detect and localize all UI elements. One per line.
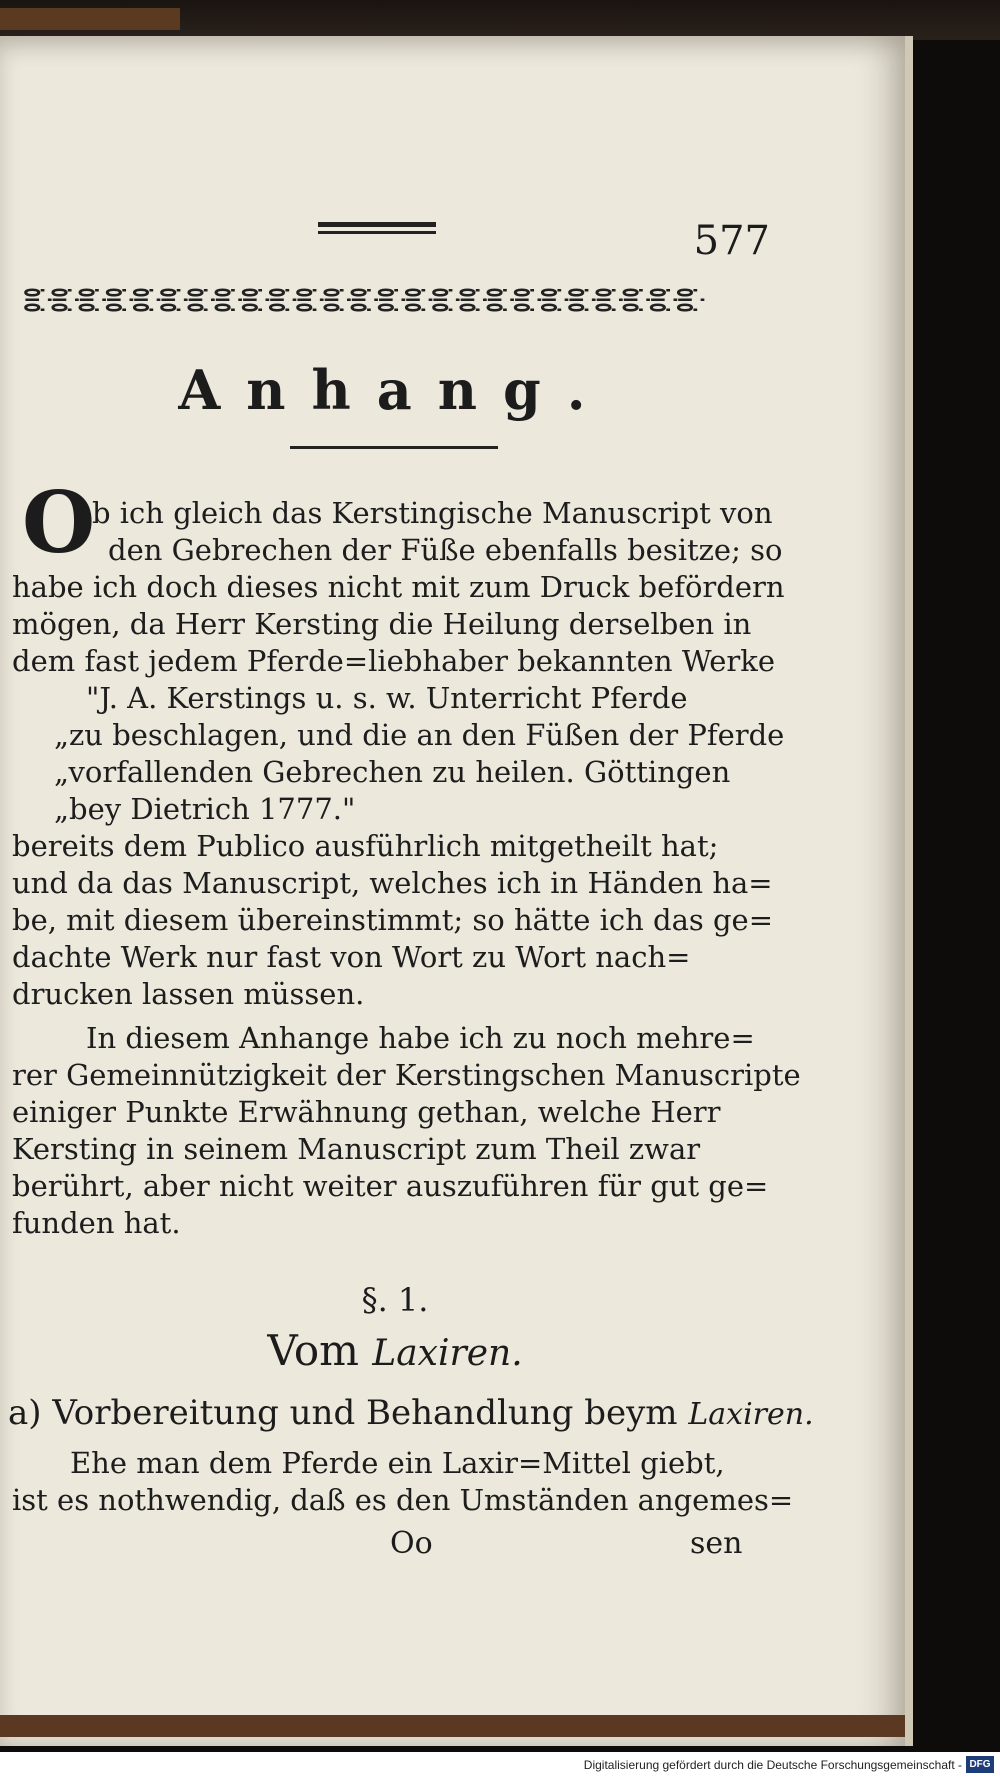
scan-bottom-edge <box>0 1715 905 1737</box>
text-line: drucken lassen müssen. <box>12 977 365 1011</box>
text-line: habe ich doch dieses nicht mit zum Druck befördern <box>12 570 785 604</box>
drop-cap: O <box>22 473 96 572</box>
subsection-heading-text: a) Vorbereitung und Behandlung beym <box>8 1393 678 1433</box>
text-line: dem fast jedem Pferde=liebhaber bekannten Werke <box>12 644 776 678</box>
quote-line: „vorfallenden Gebrechen zu heilen. Göttingen <box>54 755 731 789</box>
footer-credit: Digitalisierung gefördert durch die Deutsche Forschungsgemeinschaft - <box>583 1758 962 1772</box>
book-cover-edge <box>0 8 180 30</box>
printer-signature: Oo <box>390 1526 433 1561</box>
book-page <box>0 36 913 1746</box>
text-line: ist es nothwendig, daß es den Umständen angemes= <box>12 1483 794 1517</box>
text-line: Kersting in seinem Manuscript zum Theil zwar <box>12 1132 701 1166</box>
text-line: dachte Werk nur fast von Wort zu Wort nach= <box>12 940 691 974</box>
text-line: berührt, aber nicht weiter auszuführen für gut ge= <box>12 1169 769 1203</box>
section-title-latin: Laxiren. <box>372 1333 523 1374</box>
text-line: mögen, da Herr Kersting die Heilung derselben in <box>12 607 752 641</box>
page-number: 577 <box>693 218 770 264</box>
text-line: einiger Punkte Erwähnung gethan, welche Herr <box>12 1095 721 1129</box>
section-title-word: Vom <box>267 1326 359 1375</box>
subsection-heading-latin: Laxiren. <box>688 1397 814 1432</box>
quote-line: „bey Dietrich 1777." <box>54 792 356 826</box>
text-line: den Gebrechen der Füße ebenfalls besitze; so <box>108 533 783 567</box>
dfg-logo: DFG <box>966 1756 994 1773</box>
text-line: und da das Manuscript, welches ich in Händen ha= <box>12 866 773 900</box>
header-double-rule <box>318 222 436 234</box>
heading-rule <box>290 446 498 449</box>
text-line: bereits dem Publico ausführlich mitgetheilt hat; <box>12 829 719 863</box>
text-line: Ehe man dem Pferde ein Laxir=Mittel giebt, <box>70 1446 725 1480</box>
catchword: sen <box>690 1526 743 1561</box>
text-line: be, mit diesem übereinstimmt; so hätte ich das ge= <box>12 903 774 937</box>
ornament-border: ⴻⴾⴻⴾⴻⴾⴻⴾⴻⴾⴻⴾⴻⴾⴻⴾⴻⴾⴻⴾⴻⴾⴻⴾⴻⴾⴻⴾⴻⴾⴻⴾⴻⴾⴻⴾⴻⴾⴻⴾⴻⴾⴻⴾⴻⴾⴻⴾⴻⴾ <box>22 284 703 319</box>
subsection-heading <box>8 1393 814 1433</box>
section-number: §. 1. <box>361 1281 429 1319</box>
digitization-footer <box>0 1752 1000 1779</box>
quote-line: "J. A. Kerstings u. s. w. Unterricht Pferde <box>86 681 688 715</box>
scan-top-edge <box>0 0 1000 40</box>
text-line: b ich gleich das Kerstingische Manuscript von <box>92 496 773 530</box>
text-line: rer Gemeinnützigkeit der Kerstingschen Manuscripte <box>12 1058 801 1092</box>
chapter-heading: Anhang. <box>178 358 612 422</box>
text-line: funden hat. <box>12 1206 181 1240</box>
quote-line: „zu beschlagen, und die an den Füßen der Pferde <box>54 718 785 752</box>
text-line: In diesem Anhange habe ich zu noch mehre= <box>86 1021 755 1055</box>
section-title <box>0 1326 790 1375</box>
